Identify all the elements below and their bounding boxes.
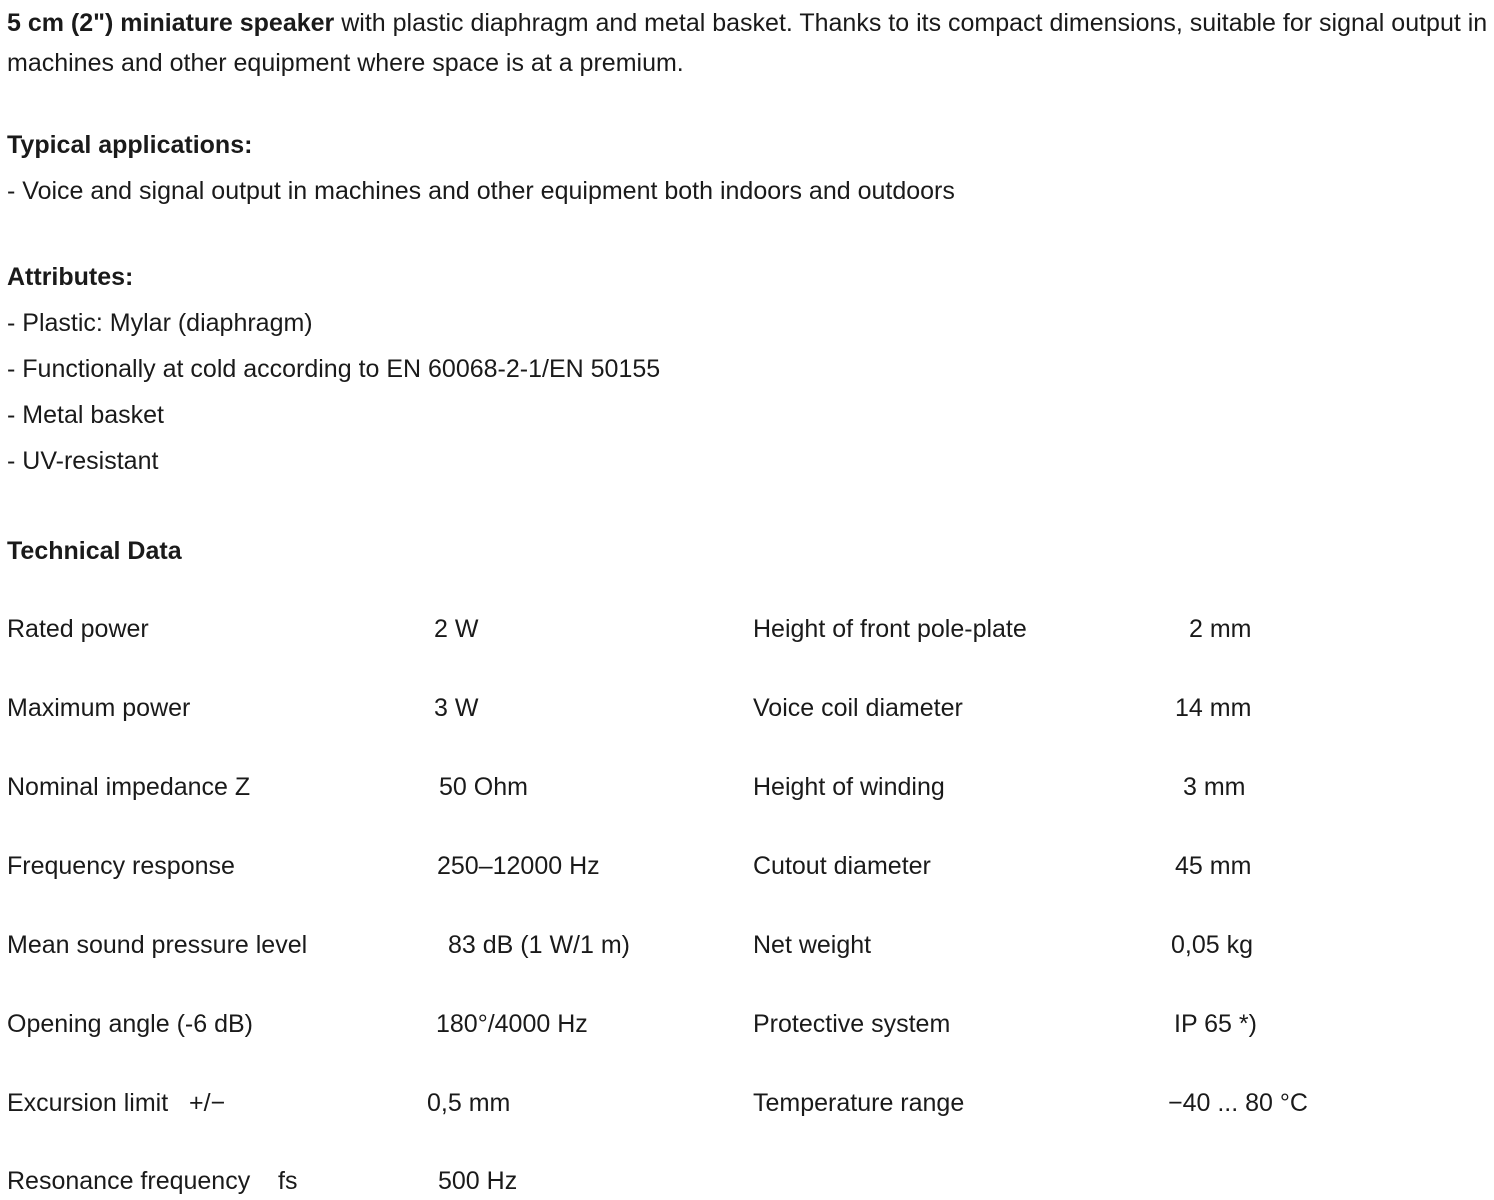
- spec-value: 45 mm: [1175, 852, 1252, 880]
- spec-value: 50 Ohm: [439, 773, 528, 801]
- spec-label: Opening angle (-6 dB): [7, 1010, 253, 1038]
- spec-value: 180°/4000 Hz: [436, 1010, 588, 1038]
- spec-label: Net weight: [753, 931, 872, 959]
- spec-value: 2 W: [434, 615, 479, 643]
- attributes-heading: Attributes:: [7, 263, 134, 291]
- spec-label: Resonance frequency fs: [7, 1167, 298, 1195]
- spec-label: Maximum power: [7, 694, 191, 722]
- spec-label: Cutout diameter: [753, 852, 931, 880]
- spec-label: Rated power: [7, 615, 149, 643]
- spec-value: 2 mm: [1189, 615, 1252, 643]
- applications-heading: Typical applications:: [7, 131, 253, 159]
- intro-description: with plastic diaphragm and metal basket. Thanks to its compact dimensions, suitable for signal output in machines and other equipment where space is at a premium.: [7, 9, 1488, 77]
- spec-label: Voice coil diameter: [753, 694, 963, 722]
- technical-data-heading: Technical Data: [7, 537, 182, 565]
- attribute-item: - Metal basket: [7, 401, 165, 429]
- intro-paragraph: [7, 3, 1491, 83]
- application-item: - Voice and signal output in machines and other equipment both indoors and outdoors: [7, 177, 955, 205]
- spec-label: Excursion limit +/−: [7, 1089, 226, 1117]
- spec-value: −40 ... 80 °C: [1168, 1089, 1308, 1117]
- attribute-item: - UV-resistant: [7, 447, 159, 475]
- spec-label: Height of front pole-plate: [753, 615, 1027, 643]
- spec-label: Mean sound pressure level: [7, 931, 308, 959]
- spec-value: 83 dB (1 W/1 m): [448, 931, 630, 959]
- spec-value: 0,05 kg: [1171, 931, 1254, 959]
- attribute-item: - Plastic: Mylar (diaphragm): [7, 309, 313, 337]
- spec-value: 250–12000 Hz: [437, 852, 600, 880]
- spec-value: 500 Hz: [438, 1167, 518, 1195]
- spec-label: Temperature range: [753, 1089, 965, 1117]
- spec-value: 3 mm: [1183, 773, 1246, 801]
- spec-label: Nominal impedance Z: [7, 773, 251, 801]
- spec-label: Height of winding: [753, 773, 945, 801]
- attribute-item: - Functionally at cold according to EN 60068-2-1/EN 50155: [7, 355, 661, 383]
- spec-label: Frequency response: [7, 852, 235, 880]
- product-name: 5 cm (2") miniature speaker: [7, 9, 335, 37]
- spec-label: Protective system: [753, 1010, 951, 1038]
- spec-value: 3 W: [434, 694, 479, 722]
- spec-value: IP 65 *): [1174, 1010, 1257, 1038]
- spec-value: 14 mm: [1175, 694, 1252, 722]
- spec-value: 0,5 mm: [427, 1089, 511, 1117]
